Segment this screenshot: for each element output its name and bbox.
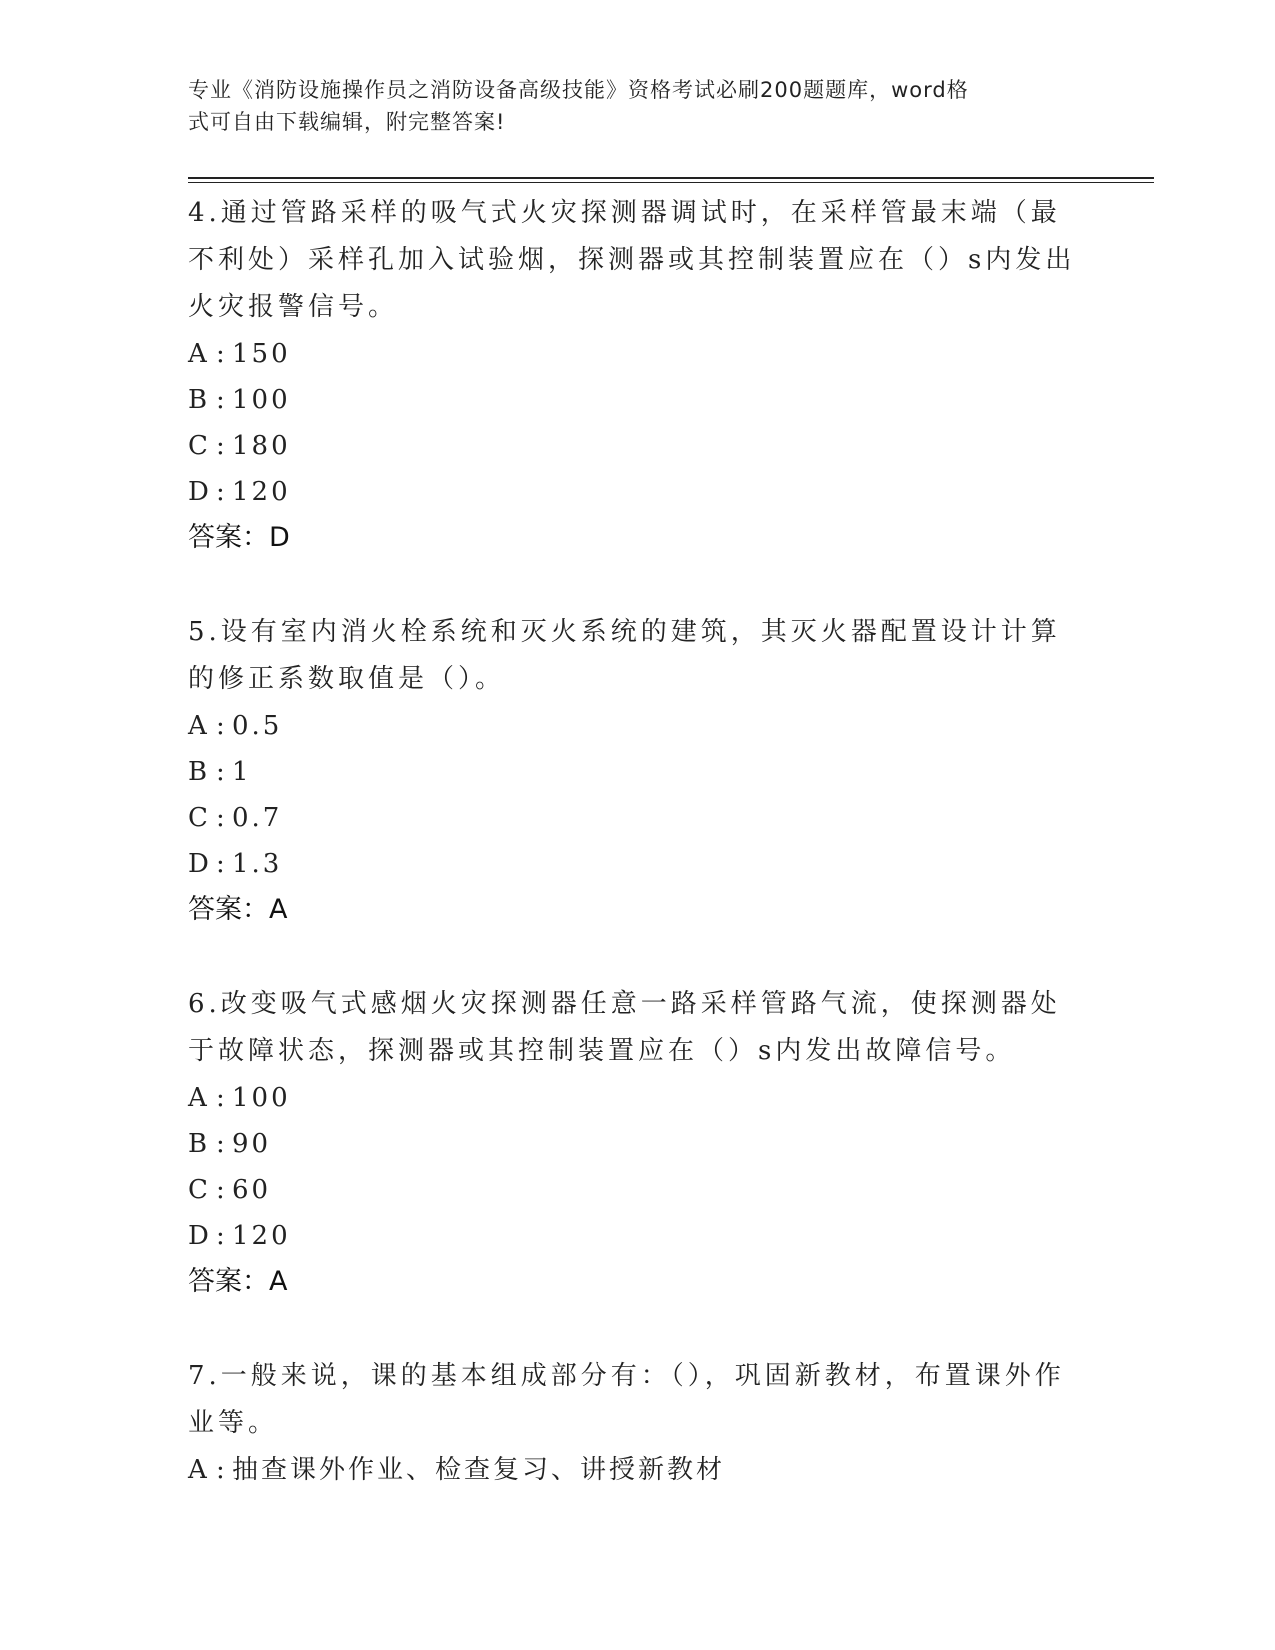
option-value: 100 <box>232 385 291 415</box>
option-letter: B <box>188 757 208 787</box>
option-b <box>188 377 1088 423</box>
option-letter: B <box>188 385 208 415</box>
option-separator: : <box>216 1221 225 1251</box>
option-separator: : <box>216 849 225 879</box>
option-value: 90 <box>232 1129 272 1159</box>
question-text: 7.一般来说，课的基本组成部分有：（），巩固新教材，布置课外作业等。 <box>188 1361 1065 1438</box>
option-b <box>188 1121 1088 1167</box>
option-a <box>188 703 1088 749</box>
header-divider-thick <box>188 177 1154 179</box>
option-value: 60 <box>232 1175 272 1205</box>
option-letter: B <box>188 1129 208 1159</box>
option-value: 150 <box>232 339 291 369</box>
option-letter: A <box>188 711 207 741</box>
header-divider-thin <box>188 182 1154 183</box>
option-letter: A <box>188 1455 207 1485</box>
option-c <box>188 1167 1088 1213</box>
option-a <box>188 1447 1088 1493</box>
question-text: 4.通过管路采样的吸气式火灾探测器调试时，在采样管最末端（最不利处）采样孔加入试验烟，探测器或其控制装置应在（）s内发出火灾报警信号。 <box>188 198 1076 322</box>
option-letter: C <box>188 803 208 833</box>
answer-label: 答案：D <box>188 522 290 553</box>
option-value: 120 <box>232 1221 291 1251</box>
option-separator: : <box>216 1455 225 1485</box>
option-letter: C <box>188 1175 208 1205</box>
question-6 <box>188 981 1088 1305</box>
question-list <box>188 190 1088 1541</box>
option-separator: : <box>216 1175 225 1205</box>
option-value: 180 <box>232 431 291 461</box>
document-header <box>188 74 1068 138</box>
option-value: 1 <box>232 757 252 787</box>
option-letter: C <box>188 431 208 461</box>
option-letter: D <box>188 477 209 507</box>
option-separator: : <box>216 339 225 369</box>
option-letter: D <box>188 849 209 879</box>
option-value: 0.7 <box>232 803 283 833</box>
option-separator: : <box>216 385 225 415</box>
option-separator: : <box>216 757 225 787</box>
option-value: 抽查课外作业、检查复习、讲授新教材 <box>232 1455 726 1485</box>
option-separator: : <box>216 803 225 833</box>
option-d <box>188 841 1088 887</box>
option-separator: : <box>216 431 225 461</box>
option-a <box>188 1075 1088 1121</box>
header-line-1: 专业《消防设施操作员之消防设备高级技能》资格考试必刷200题题库，word格 <box>188 78 969 102</box>
option-separator: : <box>216 711 225 741</box>
answer-label: 答案：A <box>188 1266 288 1297</box>
question-5 <box>188 609 1088 933</box>
question-7 <box>188 1353 1088 1493</box>
option-b <box>188 749 1088 795</box>
option-c <box>188 423 1088 469</box>
option-value: 1.3 <box>232 849 283 879</box>
option-c <box>188 795 1088 841</box>
option-letter: D <box>188 1221 209 1251</box>
option-value: 100 <box>232 1083 291 1113</box>
option-separator: : <box>216 477 225 507</box>
option-letter: A <box>188 1083 207 1113</box>
answer-label: 答案：A <box>188 894 288 925</box>
option-separator: : <box>216 1129 225 1159</box>
option-d <box>188 1213 1088 1259</box>
question-4 <box>188 190 1088 561</box>
option-a <box>188 331 1088 377</box>
header-line-2: 式可自由下载编辑，附完整答案! <box>188 110 506 134</box>
option-value: 120 <box>232 477 291 507</box>
question-text: 5.设有室内消火栓系统和灭火系统的建筑，其灭火器配置设计计算的修正系数取值是（）。 <box>188 617 1061 694</box>
option-letter: A <box>188 339 207 369</box>
option-separator: : <box>216 1083 225 1113</box>
question-text: 6.改变吸气式感烟火灾探测器任意一路采样管路气流，使探测器处于故障状态，探测器或其控制装置应在（）s内发出故障信号。 <box>188 989 1061 1066</box>
option-value: 0.5 <box>232 711 283 741</box>
option-d <box>188 469 1088 515</box>
